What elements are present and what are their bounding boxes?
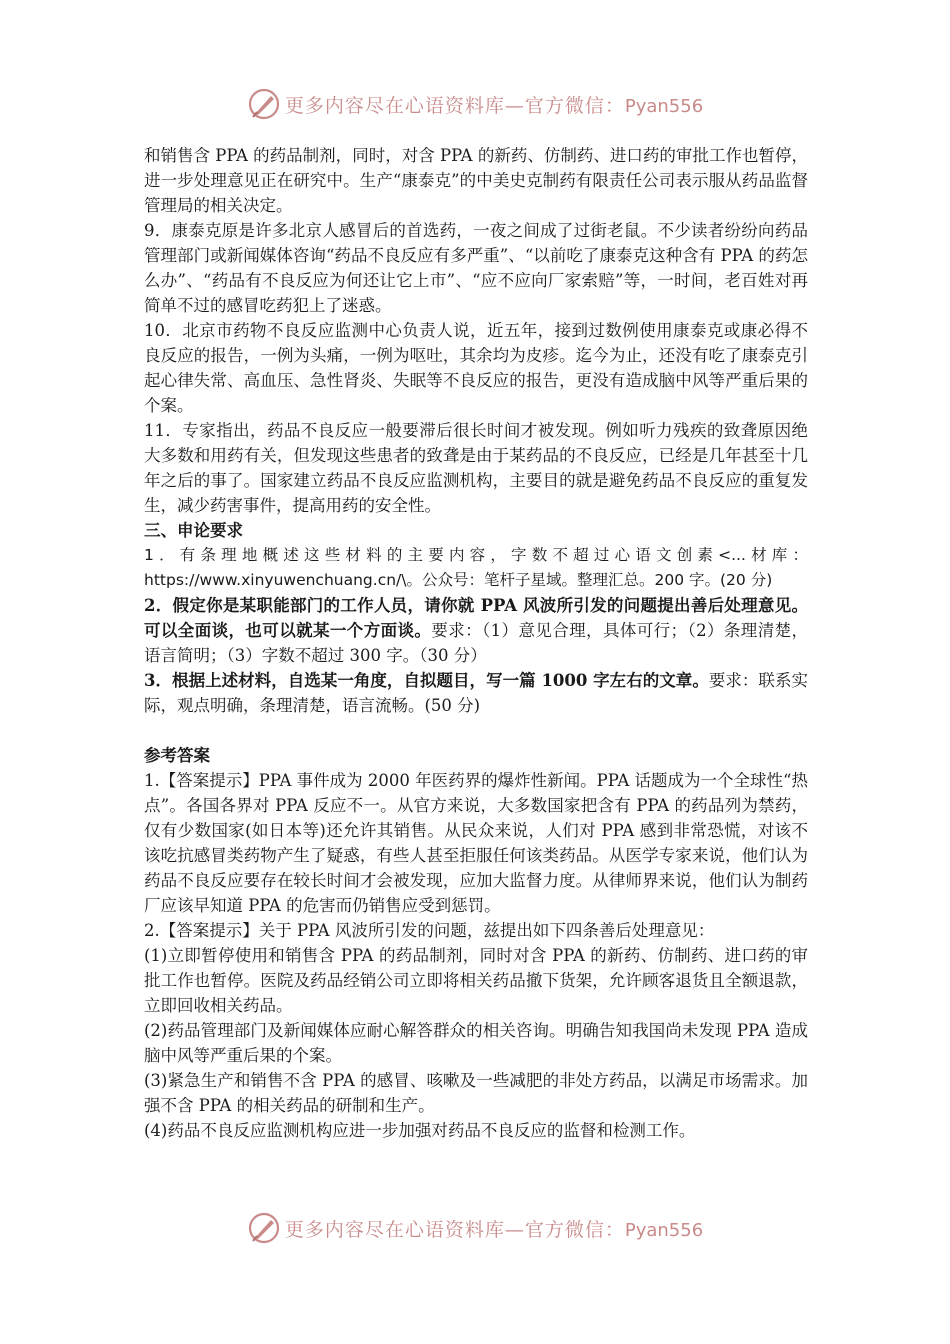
paragraph-11: 11．专家指出，药品不良反应一般要滞后很长时间才被发现。例如听力残疾的致聋原因绝大多数和用药有关，但发现这些患者的致聋是由于某药品的不良反应，已经是几年甚至十几年之后的事了。国家建立药品不良反应监测机构，主要目的就是避免药品不良反应的重复发生，减少药害事件，提高用药的安全性。 — [144, 421, 808, 515]
quill-logo-icon — [247, 1211, 281, 1245]
banner-account: Pyan556 — [624, 1219, 704, 1241]
document-body — [144, 143, 808, 1143]
footer-banner — [0, 1210, 950, 1246]
banner-account: Pyan556 — [624, 95, 704, 117]
answer-2-item-3: (3)紧急生产和销售不含 PPA 的感冒、咳嗽及一些减肥的非处方药品，以满足市场需求。加强不含 PPA 的相关药品的研制和生产。 — [144, 1071, 808, 1115]
requirement-1: 1．有条理地概述这些材料的主要内容，字数不超过心语文创素<...材库：https://www.xinyuwenchuang.cn/\。公众号：笔杆子星域。整理汇总。200 字。(20 分) — [144, 546, 808, 589]
answer-1: 1.【答案提示】PPA 事件成为 2000 年医药界的爆炸性新闻。PPA 话题成为一个全球性“热点”。各国各界对 PPA 反应不一。从官方来说，大多数国家把含有 PPA 的药品列为禁药，仅有少数国家(如日本等)还允许其销售。从民众来说，人们对 PPA 感到非常恐慌，对该不该吃抗感冒类药物产生了疑惑，有些人甚至拒服任何该类药品。从医学专家来说，他们认为药品不良反应要存在较长时间才会被发现，应加大监督力度。从律师界来说，他们认为制药厂应该早知道 PPA 的危害而仍销售应受到惩罚。 — [144, 771, 808, 915]
answer-2-item-4: (4)药品不良反应监测机构应进一步加强对药品不良反应的监督和检测工作。 — [144, 1121, 696, 1140]
requirement-3: 3．根据上述材料，自选某一角度，自拟题目，写一篇 1000 字左右的文章。要求：联系实际，观点明确，条理清楚，语言流畅。(50 分) — [144, 671, 808, 715]
banner-text: 更多内容尽在心语资料库—官方微信：Pyan556 — [284, 1218, 704, 1241]
requirement-2: 2．假定你是某职能部门的工作人员，请你就 PPA 风波所引发的问题提出善后处理意见。可以全面谈，也可以就某一个方面谈。要求：（1）意见合理，具体可行；（2）条理清楚，语言简明；（3）字数不超过 300 字。（30 分） — [144, 596, 809, 665]
paragraph-9: 9．康泰克原是许多北京人感冒后的首选药，一夜之间成了过街老鼠。不少读者纷纷向药品管理部门或新闻媒体咨询“药品不良反应有多严重”、“以前吃了康泰克这种含有 PPA 的药怎么办”、“药品有不良反应为何还让它上市”、“应不应向厂家索赔”等，一时间，老百姓对再简单不过的感冒吃药犯上了迷惑。 — [144, 221, 808, 315]
quill-logo-icon — [247, 87, 281, 121]
paragraph-10: 10．北京市药物不良反应监测中心负责人说，近五年，接到过数例使用康泰克或康必得不良反应的报告，一例为头痛，一例为呕吐，其余均为皮疹。迄今为止，还没有吃了康泰克引起心律失常、高血压、急性肾炎、失眠等不良反应的报告，更没有造成脑中风等严重后果的个案。 — [144, 321, 808, 415]
answer-2-item-1: (1)立即暂停使用和销售含 PPA 的药品制剂，同时对含 PPA 的新药、仿制药、进口药的审批工作也暂停。医院及药品经销公司立即将相关药品撤下货架，允许顾客退货且全额退款，立即回收相关药品。 — [144, 946, 808, 1015]
header-banner — [0, 86, 950, 122]
answer-2-item-2: (2)药品管理部门及新闻媒体应耐心解答群众的相关咨询。明确告知我国尚未发现 PPA 造成脑中风等严重后果的个案。 — [144, 1021, 808, 1065]
banner-text: 更多内容尽在心语资料库—官方微信：Pyan556 — [284, 94, 704, 117]
section-title-requirements: 三、申论要求 — [144, 521, 243, 540]
paragraph-intro: 和销售含 PPA 的药品制剂，同时，对含 PPA 的新药、仿制药、进口药的审批工作也暂停，进一步处理意见正在研究中。生产“康泰克”的中美史克制药有限责任公司表示服从药品监督管理局的相关决定。 — [144, 146, 808, 215]
answer-2: 2.【答案提示】关于 PPA 风波所引发的问题，兹提出如下四条善后处理意见： — [144, 921, 715, 940]
answer-title: 参考答案 — [144, 746, 210, 765]
